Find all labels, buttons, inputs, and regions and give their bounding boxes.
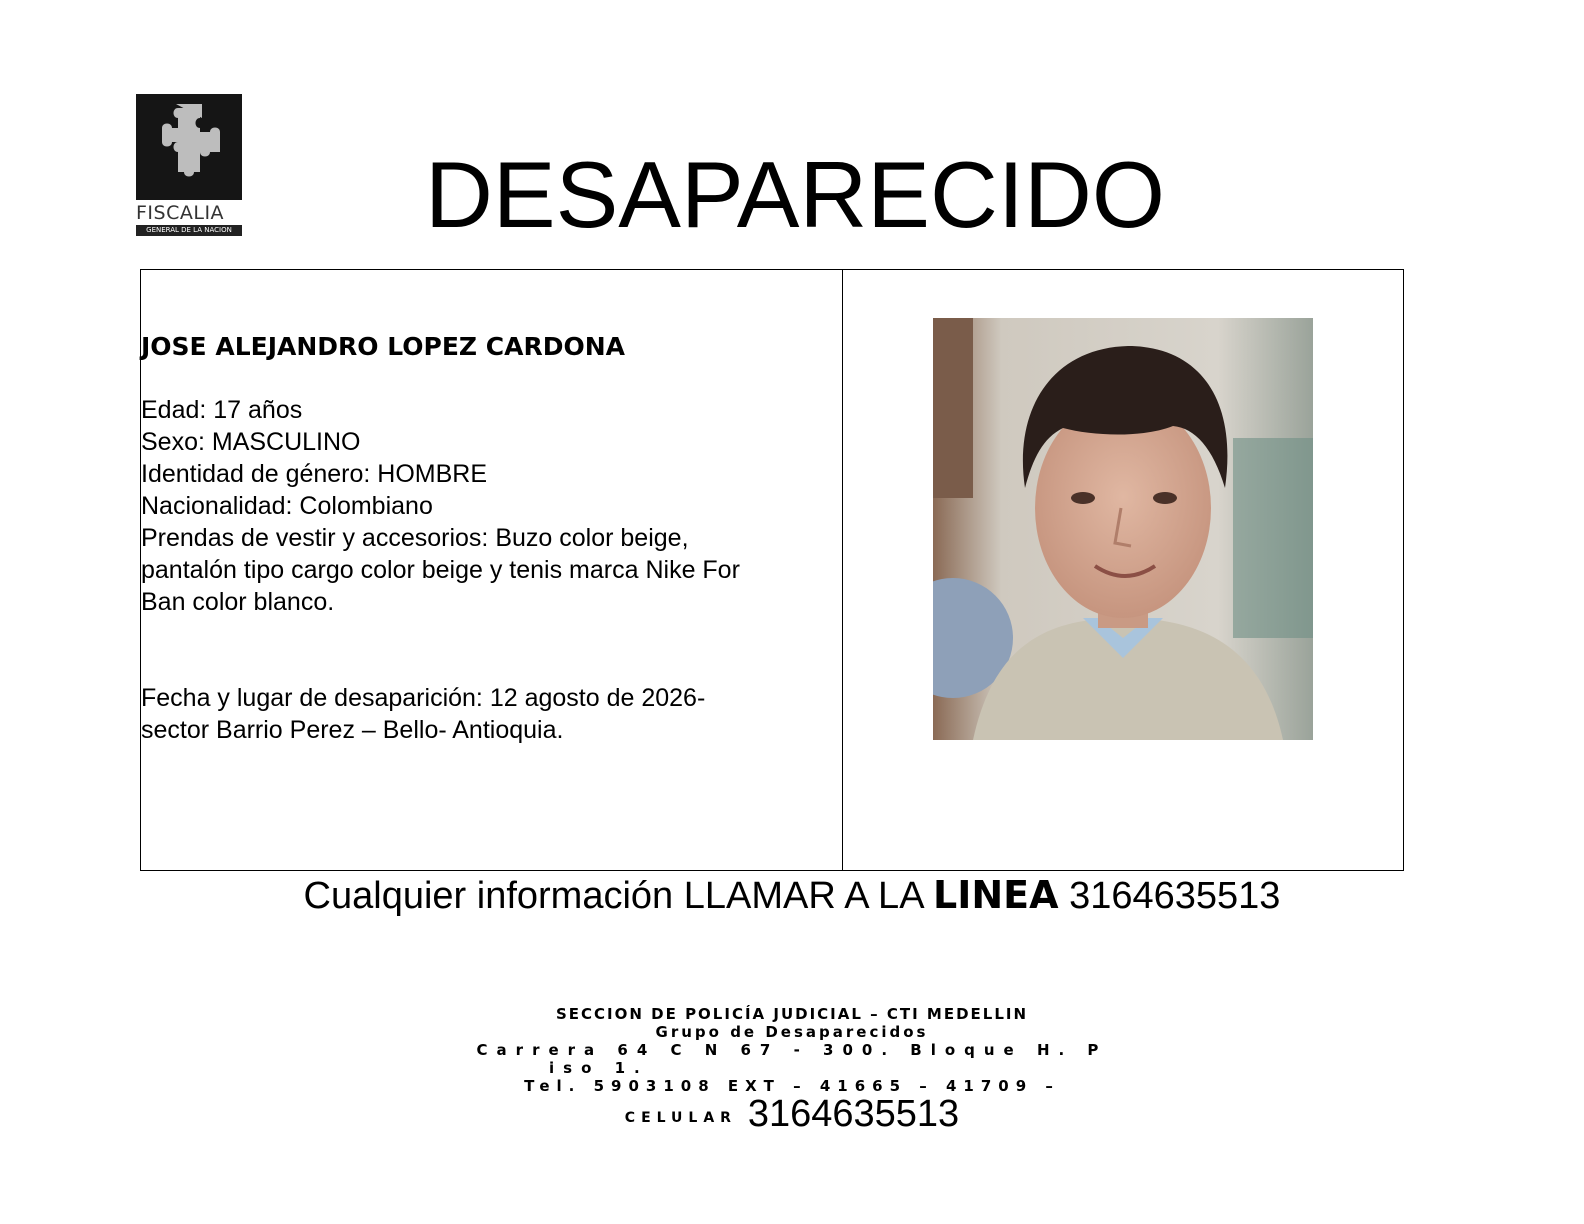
- contact-footer: [0, 1005, 1584, 1135]
- call-prefix: Cualquier información LLAMAR A LA: [303, 875, 933, 917]
- puzzle-piece-icon: [156, 102, 222, 194]
- footer-group: Grupo de Desaparecidos: [655, 1023, 929, 1041]
- age-text: Edad: 17 años: [141, 396, 303, 424]
- cell-label: CELULAR: [624, 1110, 748, 1126]
- logo-name: FISCALIA: [136, 202, 225, 224]
- person-details: [141, 332, 821, 746]
- card-divider: [842, 270, 843, 870]
- footer-address: Carrera 64 C N 67 - 300. Bloque H. P: [476, 1041, 1108, 1059]
- person-photo: [933, 318, 1313, 740]
- cell-number: 3164635513: [747, 1093, 960, 1135]
- disappearance-line-1: Fecha y lugar de desaparición: 12 agosto de 2026-: [141, 684, 706, 712]
- gender-identity-text: Identidad de género: HOMBRE: [141, 460, 488, 488]
- footer-address-cont: iso 1.: [549, 1059, 649, 1077]
- call-phone: 3164635513: [1058, 875, 1281, 917]
- clothing-line-2: pantalón tipo cargo color beige y tenis marca Nike For: [141, 556, 740, 584]
- nationality-text: Nacionalidad: Colombiano: [141, 492, 433, 520]
- logo-subtitle: GENERAL DE LA NACION: [136, 225, 242, 236]
- portrait-image: [933, 318, 1313, 740]
- footer-phone: Tel. 5903108 EXT – 41665 – 41709 –: [524, 1077, 1060, 1095]
- clothing-label: Prendas de vestir y accesorios:: [141, 524, 489, 552]
- disappearance-line-2: sector Barrio Perez – Bello- Antioquia.: [141, 716, 564, 744]
- clothing-text: [141, 522, 821, 554]
- info-card: [140, 269, 1404, 871]
- footer-section: SECCION DE POLICÍA JUDICIAL – CTI MEDELLIN: [555, 1005, 1029, 1023]
- fiscalia-logo: [136, 94, 242, 242]
- page-title: DESAPARECIDO: [425, 142, 1165, 247]
- sex-text: Sexo: MASCULINO: [141, 428, 361, 456]
- clothing-line-1: Buzo color beige,: [488, 524, 689, 552]
- call-to-action: [0, 874, 1584, 917]
- logo-emblem: [136, 94, 242, 200]
- footer-cell: [0, 1093, 1584, 1135]
- person-name: JOSE ALEJANDRO LOPEZ CARDONA: [141, 332, 625, 361]
- call-emphasis: LINEA: [933, 873, 1059, 917]
- disappearance-details: [141, 682, 821, 746]
- clothing-line-3: Ban color blanco.: [141, 588, 335, 616]
